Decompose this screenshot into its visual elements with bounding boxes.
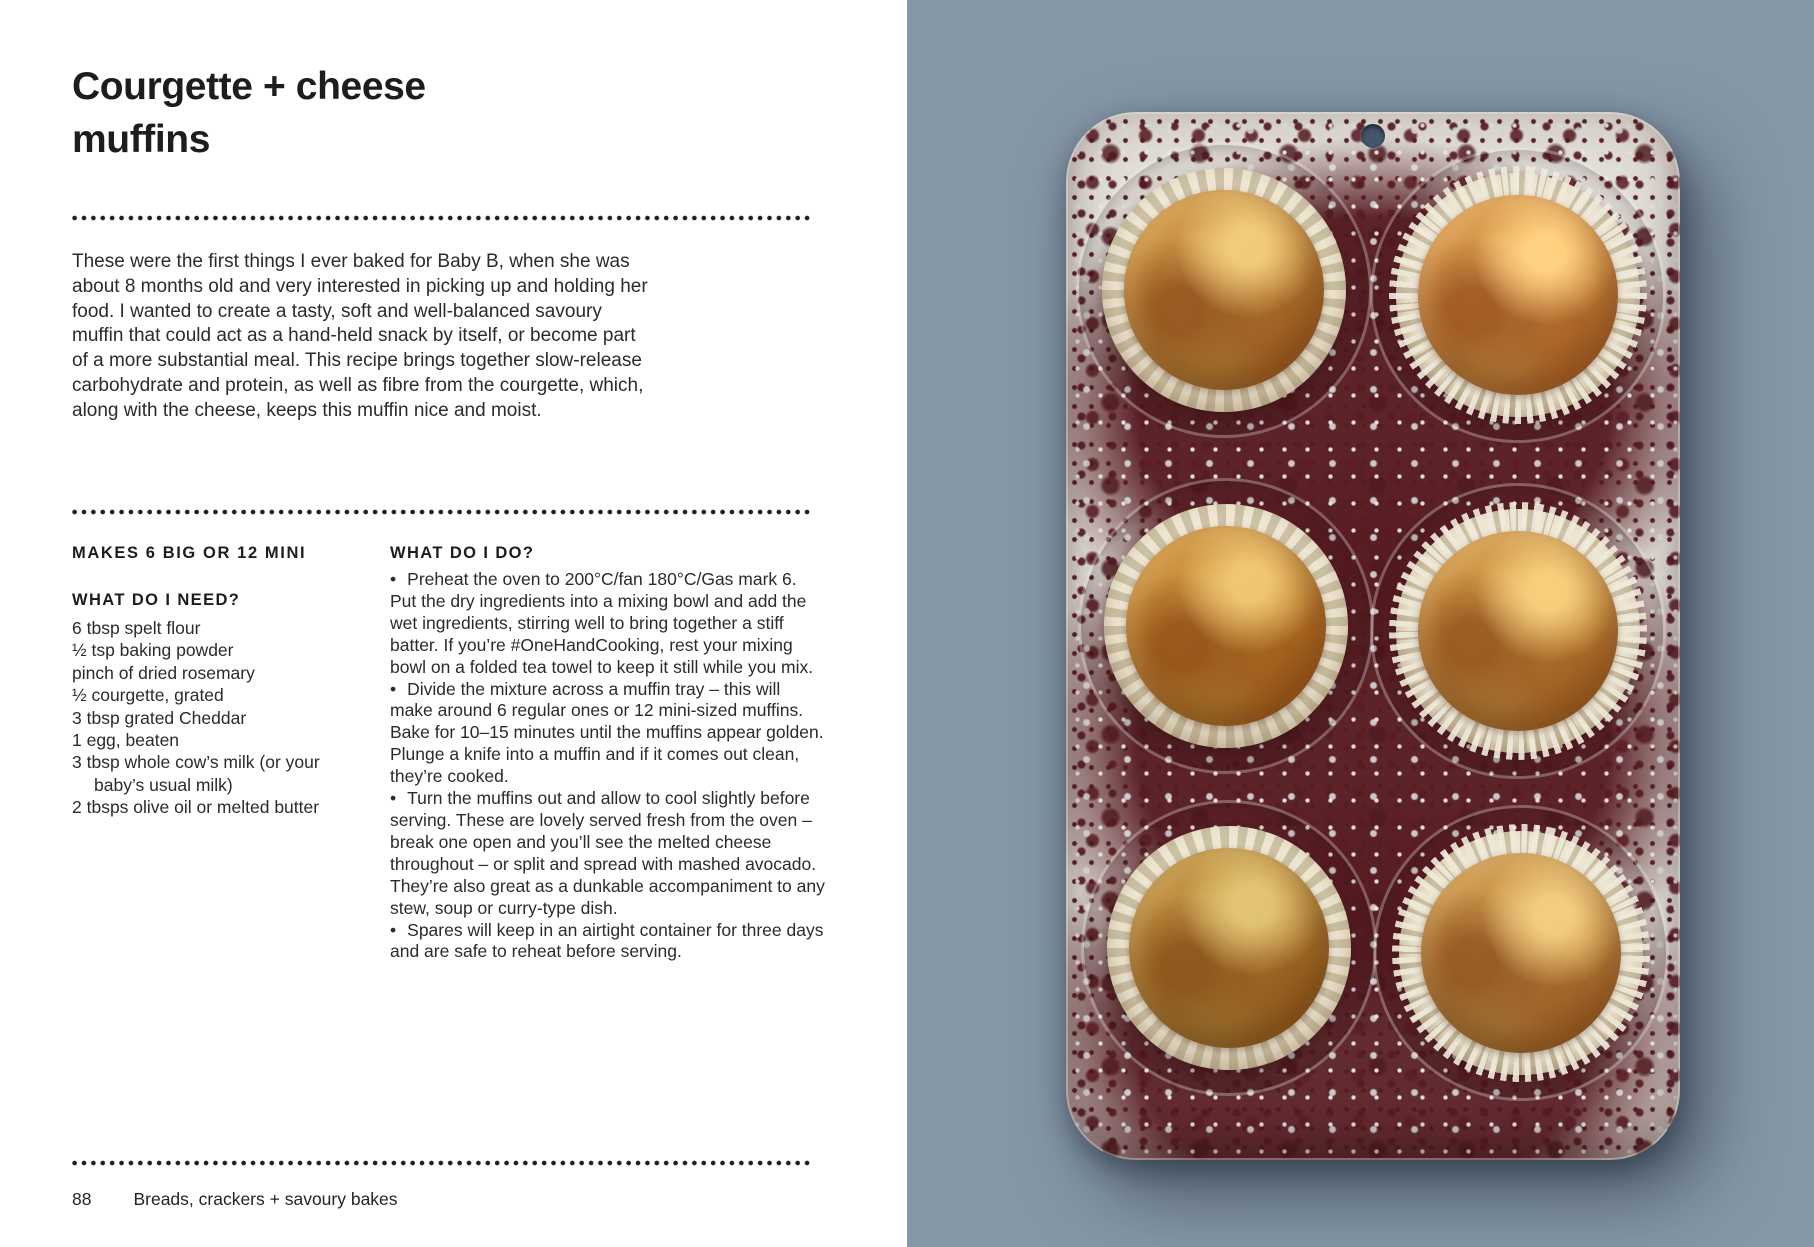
muffin-top-left <box>1102 168 1346 412</box>
muffin-top-right <box>1396 173 1640 417</box>
method-step <box>390 788 826 919</box>
step-text: Turn the muffins out and allow to cool slightly before serving. These are lovely served fresh from the oven – break one open and you’ll see the melted cheese throughout – or split and spread with mashed avocado. They’re also great as a dunkable accompaniment to any stew, soup or curry-type dish. <box>390 788 825 918</box>
method-heading: WHAT DO I DO? <box>390 544 535 562</box>
muffin-dome <box>1126 526 1326 726</box>
tin-hanging-hole <box>1361 124 1385 148</box>
yield-label: MAKES 6 BIG OR 12 MINI <box>72 544 307 562</box>
method-step <box>390 920 826 964</box>
method-steps <box>390 569 826 963</box>
ingredient-item: 1 egg, beaten <box>72 730 180 751</box>
ingredient-item: ½ courgette, grated <box>72 685 224 706</box>
muffin-paper-case <box>1386 163 1650 427</box>
muffin-dome <box>1401 833 1641 1073</box>
ingredient-item: 6 tbsp spelt flour <box>72 618 201 638</box>
dotted-separator-middle <box>72 509 814 515</box>
muffin-paper-case <box>1107 826 1351 1070</box>
recipe-title-line-1: Courgette + cheese <box>72 65 426 108</box>
muffin-dome <box>1129 848 1329 1048</box>
muffin-paper-case <box>1104 504 1348 748</box>
method-step <box>390 679 826 789</box>
muffin-bottom-left <box>1107 826 1351 1070</box>
page-footer <box>72 1189 398 1210</box>
bullet-glyph: • <box>390 569 397 589</box>
recipe-title <box>72 60 426 166</box>
dotted-separator-bottom <box>72 1160 814 1166</box>
bullet-glyph: • <box>390 678 397 699</box>
photo-page <box>907 0 1814 1247</box>
muffin-dome <box>1124 190 1324 390</box>
recipe-title-line-2: muffins <box>72 118 211 161</box>
ingredients-list <box>72 617 342 819</box>
step-text: Divide the mixture across a muffin tray – this will make around 6 regular ones or 12 mini-sized muffins. Bake for 10–15 minutes until the muffins appear golden. Plunge a knife into a muffin and if it comes out clean, they’re cooked. <box>390 678 824 787</box>
muffin-photo <box>907 0 1814 1247</box>
bullet-glyph: • <box>390 788 397 809</box>
bullet-glyph: • <box>390 919 397 940</box>
ingredients-heading: WHAT DO I NEED? <box>72 591 241 609</box>
ingredient-item: ½ tsp baking powder <box>72 640 234 661</box>
ingredient-item: pinch of dried rosemary <box>72 662 255 683</box>
page-number: 88 <box>72 1189 92 1209</box>
muffin-bottom-right <box>1399 831 1643 1075</box>
section-title: Breads, crackers + savoury bakes <box>133 1189 398 1209</box>
method-step <box>390 569 826 679</box>
muffin-paper-case <box>1378 491 1657 770</box>
muffin-middle-left <box>1104 504 1348 748</box>
muffin-paper-case <box>1102 168 1346 412</box>
muffin-paper-case <box>1375 807 1668 1100</box>
ingredient-item: 3 tbsp grated Cheddar <box>72 707 247 728</box>
muffin-middle-right <box>1396 509 1640 753</box>
step-text: Spares will keep in an airtight container for three days and are safe to reheat before serving. <box>390 919 824 962</box>
recipe-intro: These were the first things I ever baked for Baby B, when she was about 8 months old and very interested in picking up and holding her food. I wanted to create a tasty, soft and well-balanced savoury muffin that could act as a hand-held snack by itself, or become part of a more substantial meal. This recipe brings together slow-release carbohydrate and protein, as well as fibre from the courgette, which, along with the cheese, keeps this muffin nice and moist. <box>72 251 648 421</box>
ingredient-item: 3 tbsp whole cow’s milk (or your baby’s usual milk) <box>72 752 320 795</box>
muffin-dome <box>1410 187 1627 404</box>
step-text: Preheat the oven to 200°C/fan 180°C/Gas mark 6. Put the dry ingredients into a mixing bowl and add the wet ingredients, stirring well to bring together a stiff batter. If you’re #OneHandCooking, rest your mixing bowl on a folded tea towel to keep it still while you mix. <box>390 569 814 677</box>
muffin-dome <box>1404 517 1633 746</box>
ingredient-item: 2 tbsps olive oil or melted butter <box>72 797 320 818</box>
muffin-tin <box>1066 112 1680 1160</box>
dotted-separator-top <box>72 215 814 221</box>
